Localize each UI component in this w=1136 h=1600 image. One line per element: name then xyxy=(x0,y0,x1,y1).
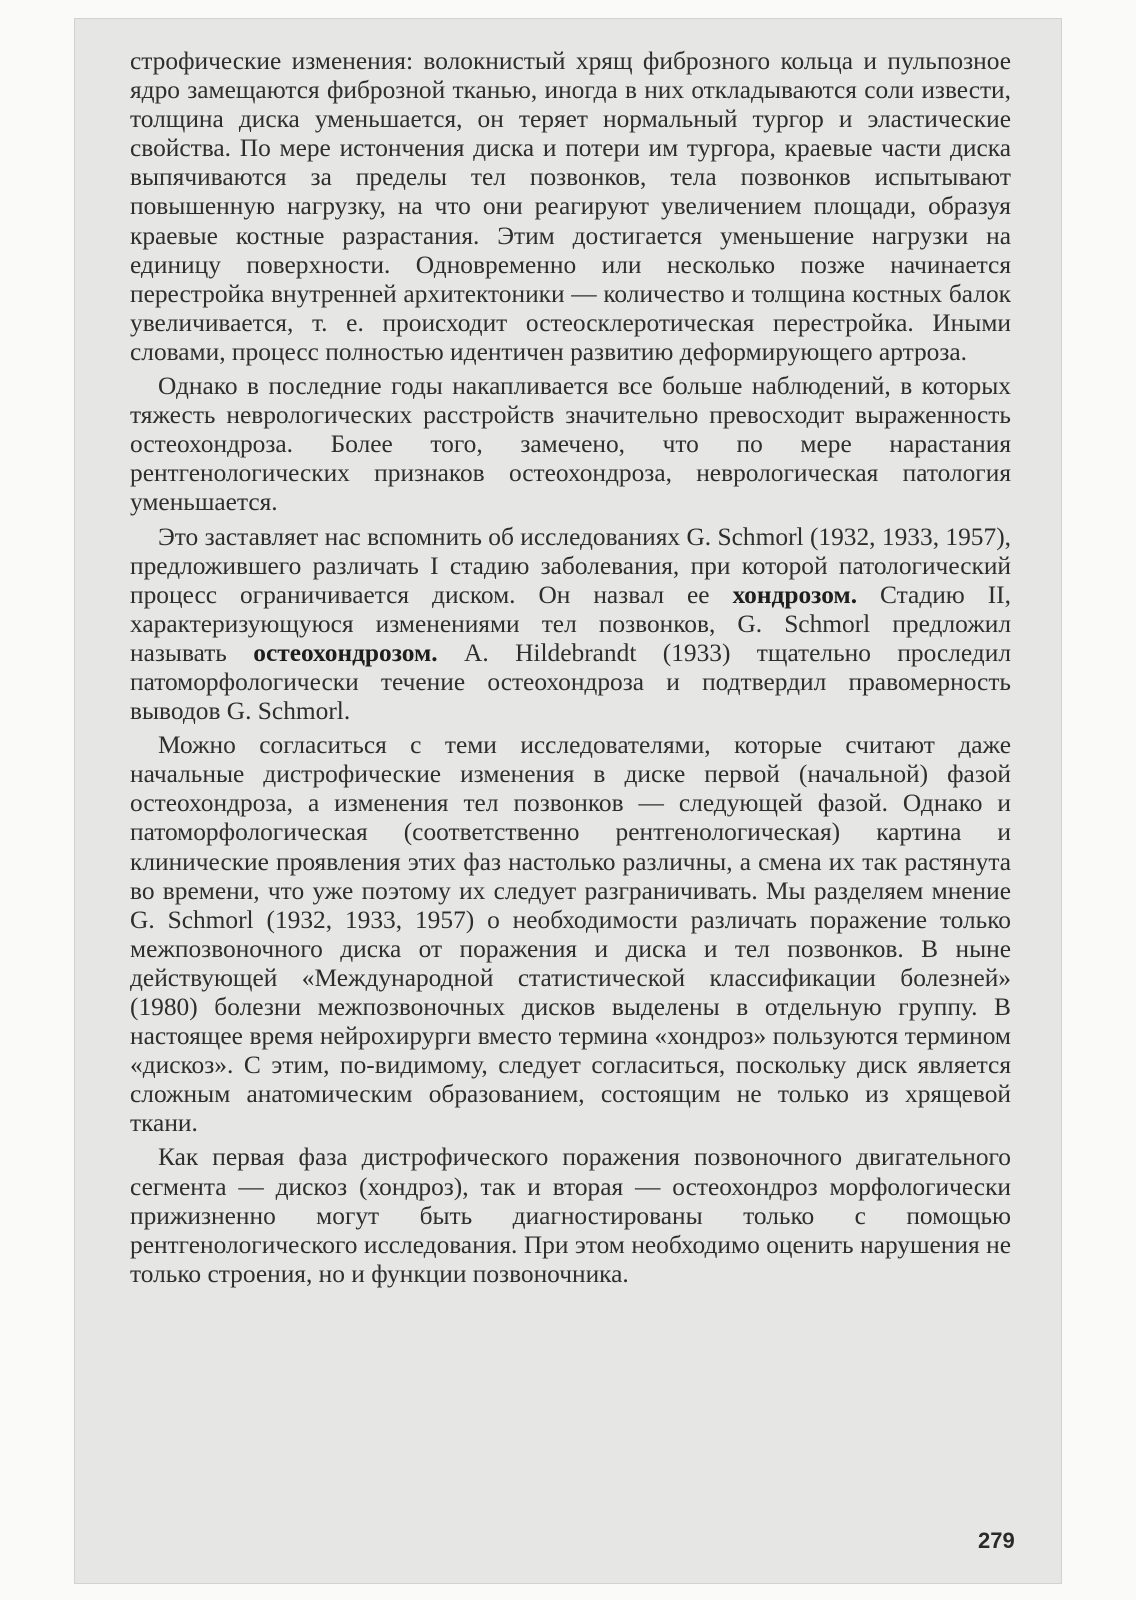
paragraph: Однако в последние годы накапливается все больше наблюдений, в которых тяжесть неврологических расстройств значительно превосходит выраженность остеохондроза. Более того, замечено, что по мере нарастания рентгенологических признаков остеохондроза, неврологическая патология уменьшается. xyxy=(130,372,1011,517)
paragraph: Как первая фаза дистрофического поражения позвоночного двигательного сегмента — дискоз (хондроз), так и вторая — остеохондроз морфологически прижизненно могут быть диагностированы только с помощью рентгенологического исследования. При этом необходимо оценить нарушения не только строения, но и функции позвоночника. xyxy=(130,1143,1011,1288)
term-chondrosis: хондрозом. xyxy=(732,580,858,609)
paragraph-text: Стадию II, характеризующуюся изменениями тел позвонков, G. Schmorl предложил называть xyxy=(130,580,1011,667)
paragraph xyxy=(130,523,1011,727)
paragraph: строфические изменения: волокнистый хрящ фиброзного кольца и пульпозное ядро замещаются фиброзной тканью, иногда в них откладываются соли извести, толщина диска уменьшается, он теряет нормальный тургор и эластические свойства. По мере истончения диска и потери им тургора, краевые части диска выпячиваются за пределы тел позвонков, тела позвонков испытывают повышенную нагрузку, на что они реагируют увеличением площади, образуя краевые костные разрастания. Этим достигается уменьшение нагрузки на единицу поверхности. Одновременно или несколько позже начинается перестройка внутренней архитектоники — количество и толщина костных балок увеличивается, т. е. происходит остеосклеротическая перестройка. Иными словами, процесс полностью идентичен развитию деформирующего артроза. xyxy=(130,47,1011,366)
paragraph-text: A. Hildebrandt (1933) тщательно проследил патоморфологически течение остеохондроза и подтвердил правомерность выводов G. Schmorl. xyxy=(130,638,1011,726)
page-number: 279 xyxy=(978,1528,1015,1553)
paragraph: Можно согласиться с теми исследователями, которые считают даже начальные дистрофические изменения в диске первой (начальной) фазой остеохондроза, а изменения тел позвонков — следующей фазой. Однако и патоморфологическая (соответственно рентгенологическая) картина и клинические проявления этих фаз настолько различны, а смена их так растянута во времени, что уже поэтому их следует разграничивать. Мы разделяем мнение G. Schmorl (1932, 1933, 1957) о необходимости различать поражение только межпозвоночного диска от поражения и диска и тел позвонков. В ныне действующей «Международной статистической классификации болезней» (1980) болезни межпозвоночных дисков выделены в отдельную группу. В настоящее время нейрохирурги вместо термина «хондроз» пользуются термином «дискоз». С этим, по-видимому, следует согласиться, поскольку диск является сложным анатомическим образованием, состоящим не только из хрящевой ткани. xyxy=(130,731,1011,1138)
body-text xyxy=(130,47,1011,1294)
term-osteochondrosis: остеохондрозом. xyxy=(253,638,438,667)
paragraph-text: Это заставляет нас вспомнить об исследованиях G. Schmorl (1932, 1933, 1957), предложившего различать I стадию заболевания, при которой патологический процесс ограничивается диском. Он назвал ее xyxy=(130,522,1011,609)
